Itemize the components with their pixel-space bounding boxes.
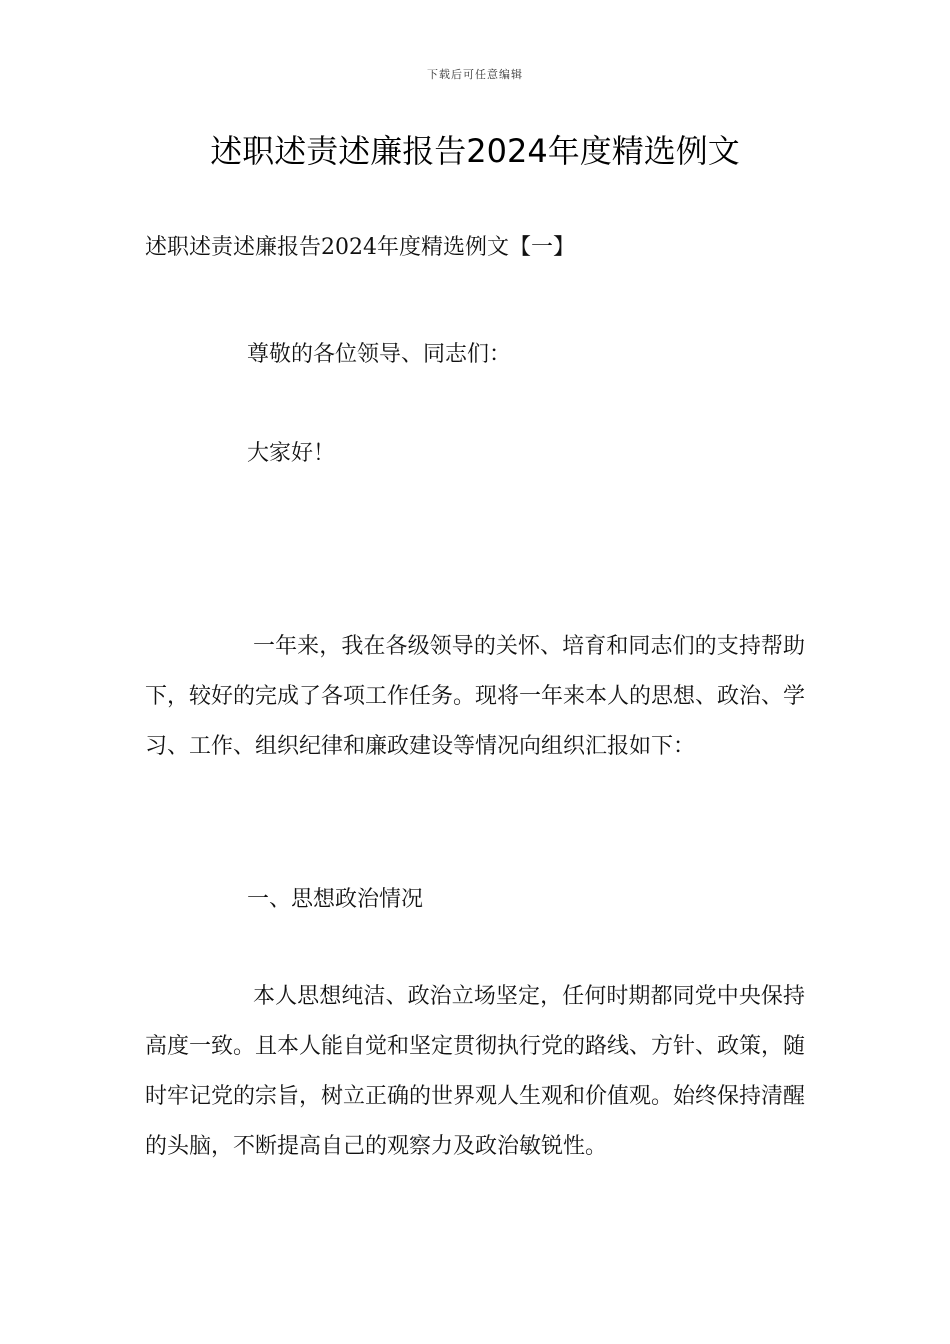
salutation: 尊敬的各位领导、同志们： [247, 342, 512, 367]
document-subtitle: 述职述责述廉报告2024年度精选例文【一】 [145, 235, 575, 260]
greeting: 大家好！ [247, 441, 336, 466]
header-note: 下载后可任意编辑 [427, 68, 523, 81]
paragraph-ideology: 本人思想纯洁、政治立场坚定，任何时期都同党中央保持高度一致。且本人能自觉和坚定贯彻执行党的路线、方针、政策，随时牢记党的宗旨，树立正确的世界观人生观和价值观。始终保持清醒的头脑，不断提高自己的观察力及政治敏锐性。 [145, 984, 806, 1159]
paragraph-intro: 一年来，我在各级领导的关怀、培育和同志们的支持帮助下，较好的完成了各项工作任务。现将一年来本人的思想、政治、学习、工作、组织纪律和廉政建设等情况向组织汇报如下： [145, 634, 806, 759]
document-title: 述职述责述廉报告2024年度精选例文 [210, 132, 740, 170]
section-heading-ideology: 一、思想政治情况 [247, 887, 424, 912]
